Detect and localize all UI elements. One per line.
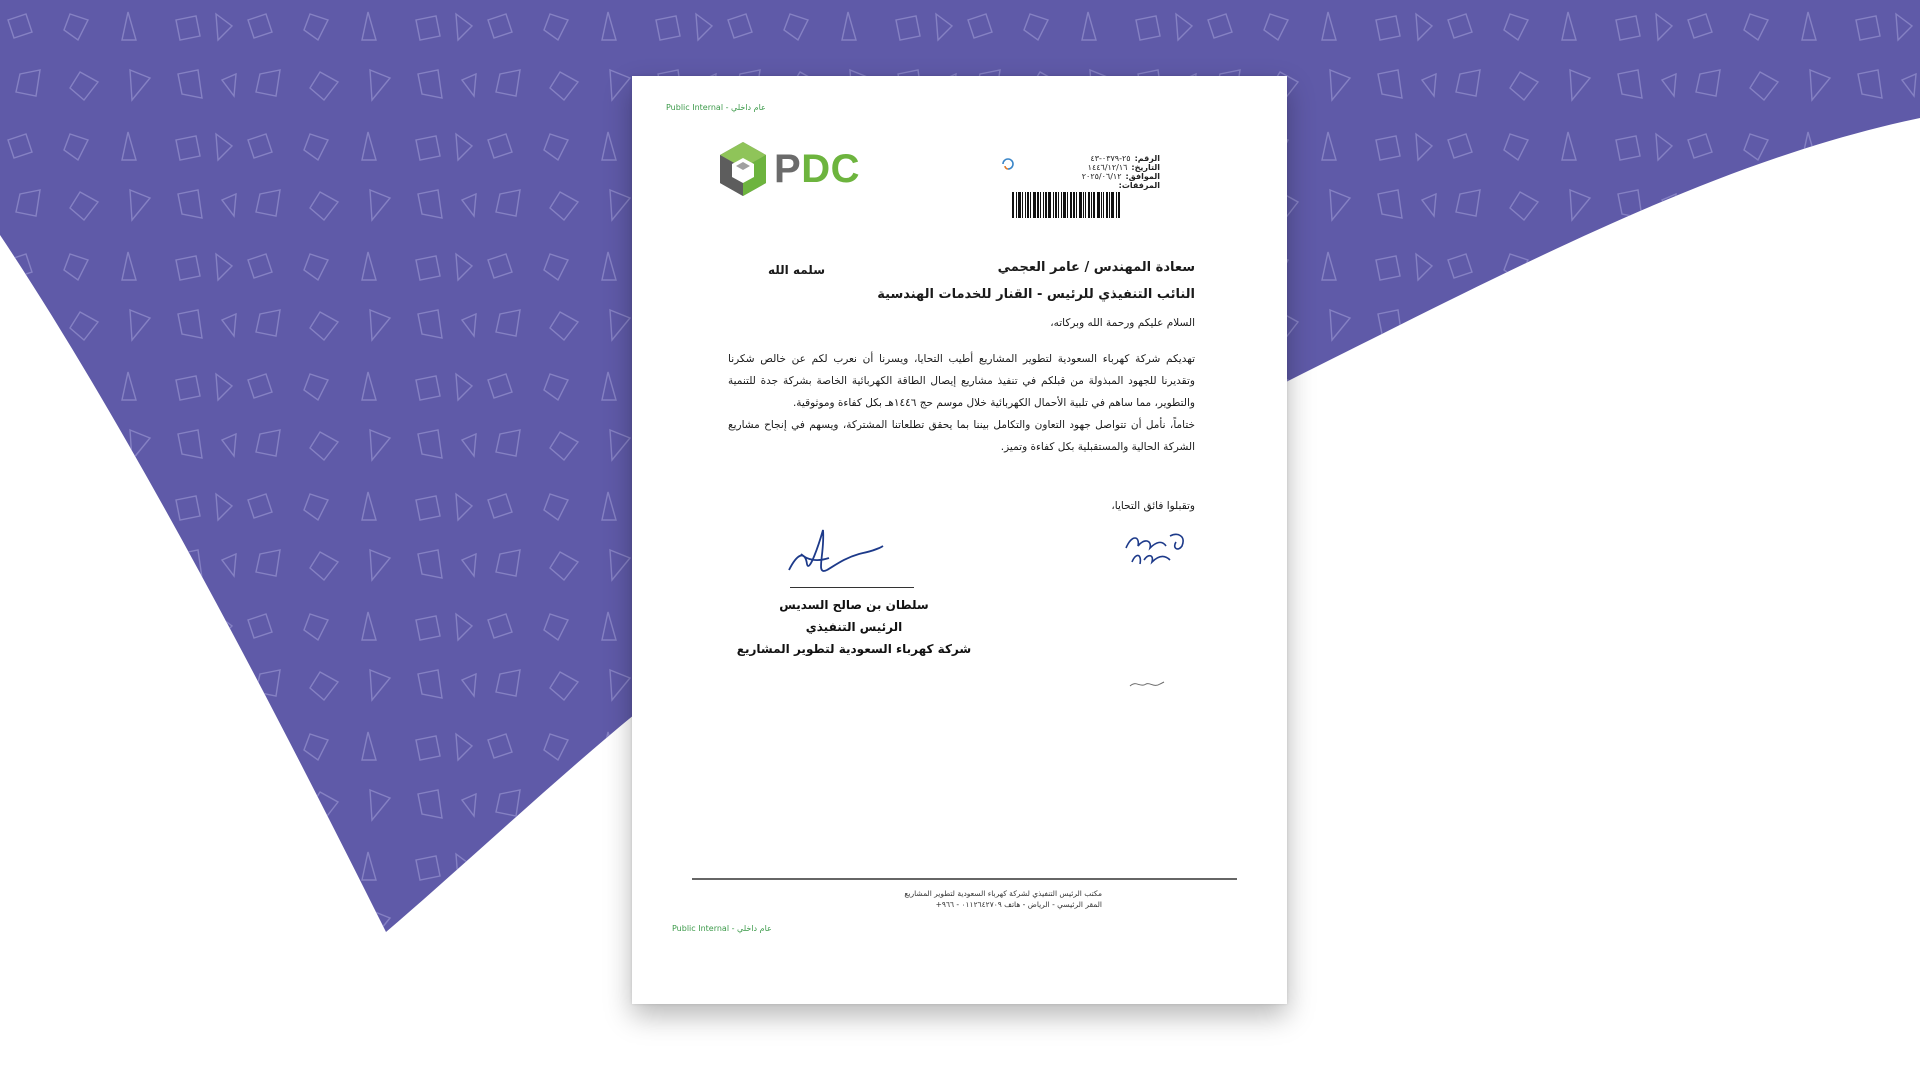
addressee-title: النائب التنفيذي للرئيس - القنار للخدمات الهندسية	[877, 287, 1195, 302]
barcode-bar	[1093, 192, 1095, 218]
barcode-bar	[1033, 192, 1036, 218]
barcode-bar	[1043, 192, 1044, 218]
letter-body	[728, 348, 1195, 458]
reference-gregorian-row: الموافق: ٢٠٢٥/٠٦/١٢	[1081, 172, 1160, 181]
barcode-bar	[1045, 192, 1047, 218]
footer-line: المقر الرئيسي - الرياض - هاتف ٠١١٢٦٤٢٧٠٩ - ٩٦٦+	[935, 900, 1102, 909]
body-paragraph: تهديكم شركة كهرباء السعودية لتطوير المشاريع أطيب التحايا، ويسرنا أن نعرب لكم عن خالص شكرنا وتقديرنا للجهود المبذولة من قبلكم في تنفيذ مشاريع إيصال الطاقة الكهربائية الخاصة بشركة جدة للتنمية والتطوير، مما ساهم في تلبية الأحمال الكهربائية خلال موسم حج ١٤٤٦هـ بكل كفاءة وموثوقية.	[728, 353, 1195, 409]
barcode-bar	[1076, 192, 1077, 218]
signature-block	[724, 560, 984, 660]
barcode-bar	[1118, 192, 1120, 218]
footer-contact	[762, 888, 1102, 910]
swirl-icon	[1000, 156, 1016, 172]
signatory-company: شركة كهرباء السعودية لتطوير المشاريع	[736, 642, 972, 656]
barcode-bar	[1018, 192, 1021, 218]
body-paragraph: ختاماً، نأمل أن تتواصل جهود التعاون والتكامل بيننا بما يحقق تطلعاتنا المشتركة، ويسهم في إنجاح مشاريع الشركة الحالية والمستقبلية بكل كفاءة وتميز.	[728, 419, 1195, 453]
barcode-bar	[1016, 192, 1017, 218]
barcode-bar	[1079, 192, 1082, 218]
barcode-bar	[1022, 192, 1023, 218]
barcode-bar	[1055, 192, 1057, 218]
barcode-bar	[1085, 192, 1086, 218]
barcode-bar	[1058, 192, 1059, 218]
signatory-name: سلطان بن صالح السديس	[779, 598, 929, 612]
barcode-bar	[1091, 192, 1092, 218]
barcode-bar	[1063, 192, 1066, 218]
barcode-bar	[1030, 192, 1031, 218]
barcode-bar	[1048, 192, 1051, 218]
barcode-bar	[1012, 192, 1014, 218]
barcode-bar	[1109, 192, 1110, 218]
footer-line: مكتب الرئيس التنفيذي لشركة كهرباء السعودية لتطوير المشاريع	[904, 889, 1102, 898]
pdc-hexagon-logo-icon	[716, 140, 770, 198]
barcode-bar	[1116, 192, 1117, 218]
greeting: السلام عليكم ورحمة الله وبركاته،	[1050, 317, 1195, 329]
barcode-bar	[1061, 192, 1062, 218]
reference-date-row: التاريخ: ١٤٤٦/١٢/١٦	[1087, 163, 1160, 172]
barcode-bar	[1083, 192, 1084, 218]
barcode-bar	[1025, 192, 1026, 218]
handwritten-note-2	[1128, 544, 1178, 570]
reference-attachments-row: المرفقات:	[1118, 181, 1160, 190]
barcode-bar	[1027, 192, 1029, 218]
barcode-bar	[1111, 192, 1114, 218]
barcode-bar	[1106, 192, 1108, 218]
handwritten-note-3	[1128, 676, 1168, 692]
addressee-blessing: سلمه الله	[768, 263, 825, 277]
barcode-bar	[1040, 192, 1041, 218]
barcode-bar	[1037, 192, 1039, 218]
classification-label-top: Public Internal - عام داخلي	[666, 103, 766, 112]
barcode-bar	[1088, 192, 1090, 218]
pdc-logo-text: PDC	[774, 147, 860, 191]
pdc-logo	[716, 138, 860, 200]
barcode-bar	[1101, 192, 1102, 218]
barcode-bar	[1053, 192, 1054, 218]
addressee-name: سعادة المهندس / عامر العجمي	[997, 260, 1195, 275]
footer-divider	[692, 878, 1237, 880]
signatory-title: الرئيس التنفيذي	[805, 620, 903, 634]
barcode	[1012, 192, 1142, 218]
barcode-bar	[1067, 192, 1068, 218]
barcode-bar	[1073, 192, 1075, 218]
closing-line: وتقبلوا فائق التحايا،	[1111, 500, 1195, 512]
letter-page	[632, 76, 1287, 1004]
barcode-bar	[1070, 192, 1072, 218]
classification-label-bottom: Public Internal - عام داخلي	[672, 924, 772, 933]
reference-number-row: الرقم: ٢٥-٠٣٧٩-٤٣	[1090, 154, 1160, 163]
barcode-bar	[1097, 192, 1100, 218]
barcode-bar	[1103, 192, 1104, 218]
